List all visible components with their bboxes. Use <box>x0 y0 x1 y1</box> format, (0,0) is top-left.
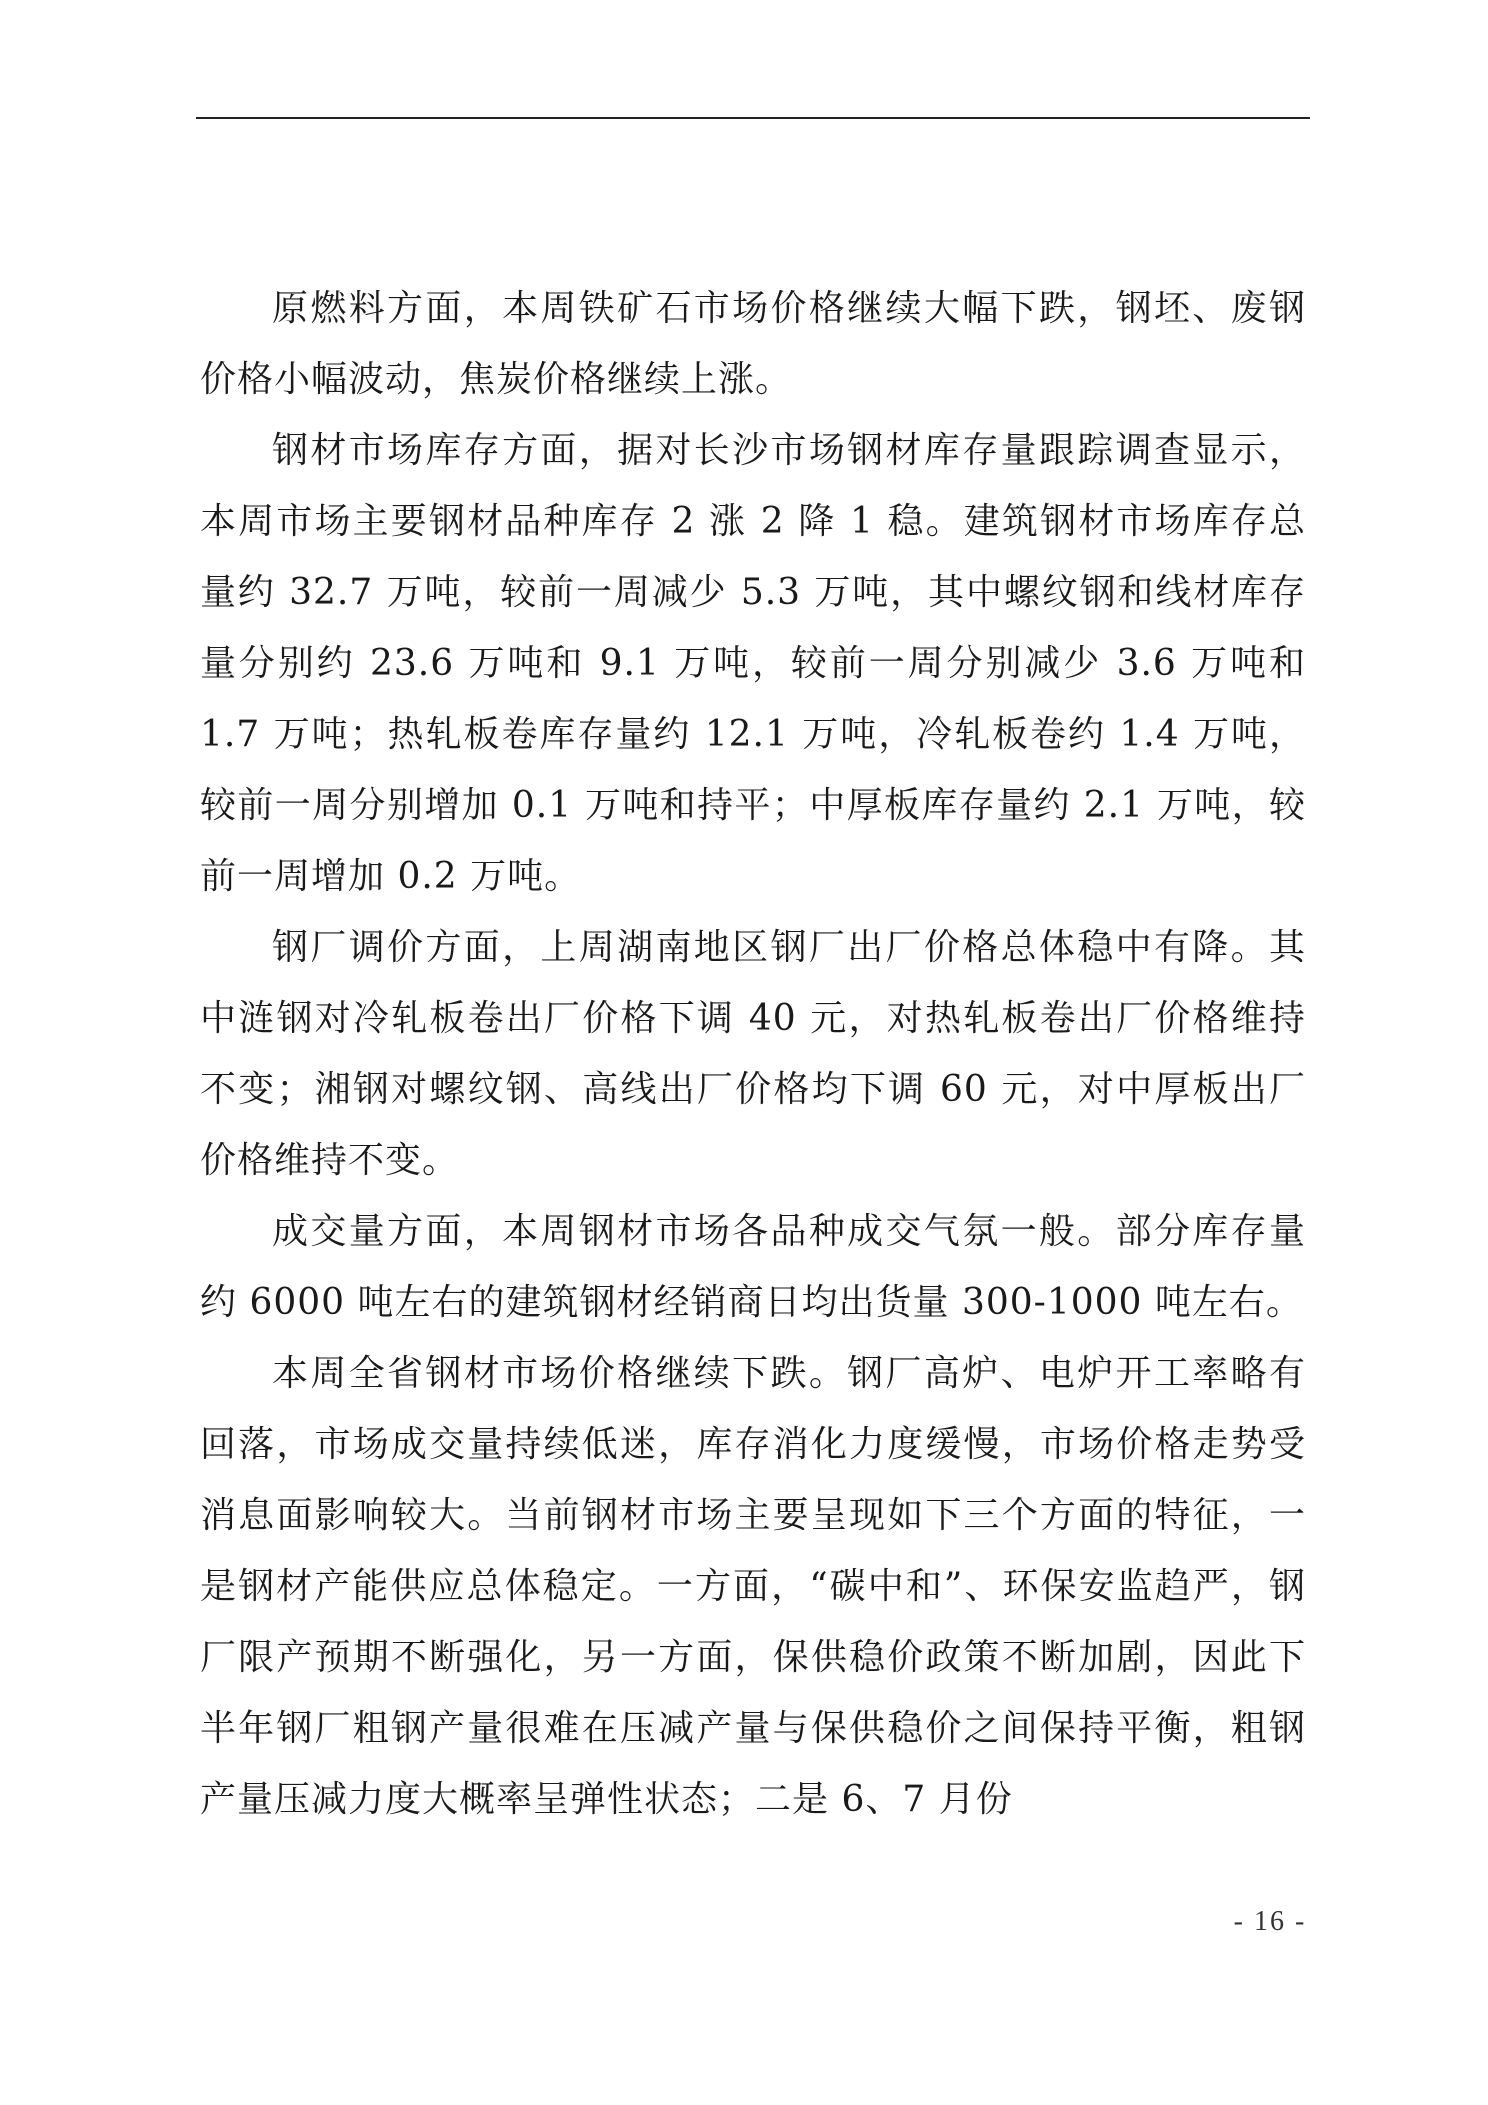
paragraph-raw-materials: 原燃料方面，本周铁矿石市场价格继续大幅下跌，钢坯、废钢价格小幅波动，焦炭价格继续上涨。 <box>200 288 1306 400</box>
paragraph-mill-pricing: 钢厂调价方面，上周湖南地区钢厂出厂价格总体稳中有降。其中涟钢对冷轧板卷出厂价格下调 40 元，对热轧板卷出厂价格维持不变；湘钢对螺纹钢、高线出厂价格均下调 60 元，对中厚板出厂价格维持不变。 <box>200 927 1306 1181</box>
document-body <box>200 273 1306 1835</box>
page-number: - 16 - <box>1233 1906 1307 1937</box>
paragraph-inventory: 钢材市场库存方面，据对长沙市场钢材库存量跟踪调查显示，本周市场主要钢材品种库存 2 涨 2 降 1 稳。建筑钢材市场库存总量约 32.7 万吨，较前一周减少 5.3 万吨，其中螺纹钢和线材库存量分别约 23.6 万吨和 9.1 万吨，较前一周分别减少 3.6 万吨和 1.7 万吨；热轧板卷库存量约 12.1 万吨，冷轧板卷约 1.4 万吨，较前一周分别增加 0.1 万吨和持平；中厚板库存量约 2.1 万吨，较前一周增加 0.2 万吨。 <box>200 430 1306 897</box>
paragraph-trading-volume: 成交量方面，本周钢材市场各品种成交气氛一般。部分库存量约 6000 吨左右的建筑钢材经销商日均出货量 300-1000 吨左右。 <box>200 1211 1306 1323</box>
header-rule <box>196 117 1310 119</box>
paragraph-market-summary: 本周全省钢材市场价格继续下跌。钢厂高炉、电炉开工率略有回落，市场成交量持续低迷，库存消化力度缓慢，市场价格走势受消息面影响较大。当前钢材市场主要呈现如下三个方面的特征，一是钢材产能供应总体稳定。一方面，“碳中和”、环保安监趋严，钢厂限产预期不断强化，另一方面，保供稳价政策不断加剧，因此下半年钢厂粗钢产量很难在压减产量与保供稳价之间保持平衡，粗钢产量压减力度大概率呈弹性状态；二是 6、7 月份 <box>200 1353 1306 1820</box>
